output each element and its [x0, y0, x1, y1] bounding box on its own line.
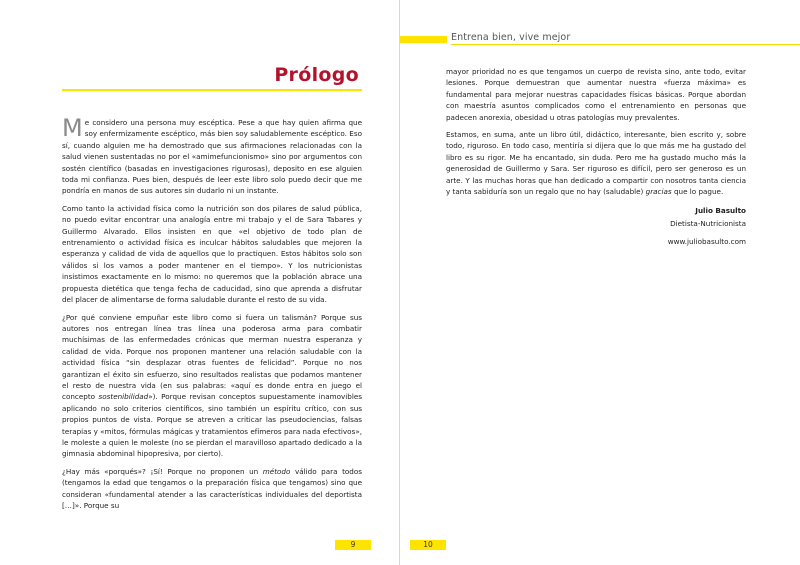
paragraph-1-text: e considero una persona muy escéptica. Pese a que hay quien afirma que soy enfermizamente escéptico, más bien soy saludablemente escéptico. Eso sí, cuando alguien me ha demostrado que sus afirmaciones relacionadas con la salud vienen sustentadas no por el «amimefuncionismo» sino por argumentos con sostén científico (basadas en investigaciones rigurosas), deposito en ese alguien toda mi confianza. Pues bien, después de leer este libro solo puedo decir que me pondría en manos de sus autores sin dudarlo ni un instante. — [62, 118, 362, 196]
author-role: Dietista-Nutricionista — [670, 218, 746, 228]
paragraph-6-text-a: Estamos, en suma, ante un libro útil, didáctico, interesante, bien escrito y, sobre todo, riguroso. En todo caso, mentiría si dijera que lo que más me ha gustado del libro es su rigor. Me ha encantado, sin duda. Pero me ha gustado mucho más la generosidad de Guillermo y Sara. Ser riguroso es difícil, pero ser generoso es un arte. Y las muchas horas que han dedicado a compartir con nosotros tanta ciencia y tanta sabiduría son un regalo que no hay (saludable) — [446, 130, 746, 197]
paragraph-3-emphasis: sostenibilidad — [98, 392, 149, 402]
title-underline — [62, 89, 362, 91]
paragraph-1 — [62, 114, 362, 197]
author-name: Julio Basulto — [695, 206, 746, 216]
right-page-body — [446, 66, 746, 249]
paragraph-4-text-b: válido para todos (tengamos la edad que tengamos o la preparación física que tengamos) sino que consideran «fundamental atender a las características individuales del deportista […]». Porque su — [62, 466, 362, 510]
header-rule — [451, 44, 800, 45]
paragraph-4 — [62, 466, 362, 512]
header-accent-bar — [400, 36, 447, 43]
paragraph-4-text-a: ¿Hay más «porqués»? ¡Sí! Porque no proponen un — [62, 466, 263, 476]
author-website: www.juliobasulto.com — [667, 237, 746, 247]
paragraph-3-text-a: ¿Por qué conviene empuñar este libro como si fuera un talismán? Porque sus autores nos entregan línea tras línea una poderosa arma para combatir muchísimas de las enfermedades crónicas que merman nuestra esperanza y calidad de vida. Porque nos proponen mantener una relación saludable con la actividad física “sin desplazar otras fuentes de felicidad”. Porque no nos garantizan el éxito sin esfuerzo, sino resultados realistas que podamos mantener el resto de nuestra vida (en sus palabras: «aquí es donde entra en juego el concepto — [62, 312, 362, 402]
paragraph-6-emphasis: gracias — [645, 187, 672, 197]
paragraph-6 — [446, 129, 746, 197]
page-number-right: 10 — [410, 540, 446, 550]
paragraph-5: mayor prioridad no es que tengamos un cuerpo de revista sino, ante todo, evitar lesiones. Porque demuestran que aumentar nuestra «fuerza máxima» es fundamental para mejorar nuestras capacidades físicas básicas. Porque abordan con maestría asuntos complicados como el entrenamiento en personas que padecen anorexia, obesidad u otras patologías muy prevalentes. — [446, 67, 746, 122]
running-header — [400, 32, 800, 46]
left-page-body — [62, 114, 362, 517]
paragraph-4-emphasis: método — [262, 466, 291, 476]
signature-block — [446, 205, 746, 249]
paragraph-3-text-b: »). Porque revisan conceptos supuestamente inamovibles aplicando no solo criterios científicos, sino también un espíritu crítico, con sus propios puntos de vista. Porque se atreven a criticar las pseudociencias, falsas terapias y «mitos, fórmulas mágicas y tratamientos efímeros para nada efectivos», le moleste a quien le moleste (no se pierdan el maravilloso apartado dedicado a la gimnasia abdominal hipopresiva, por cierto). — [62, 392, 362, 459]
paragraph-2: Como tanto la actividad física como la nutrición son dos pilares de salud pública, no puedo evitar encontrar una analogía entre mi trabajo y el de Sara Tabares y Guillermo Alvarado. Ellos insisten en que «el objetivo de todo plan de entrenamiento o actividad física es inculcar hábitos saludables que mejoren la esperanza y calidad de vida de aquellos que lo practiquen. Estos hábitos solo son válidos si los vamos a poder mantener en el tiempo». Y los nutricionistas insistimos exactamente en lo mismo: no queremos que la población abrace una propuesta dietética que tenga fecha de caducidad, sino que aprenda a disfrutar del placer de alimentarse de forma saludable durante el resto de su vida. — [62, 203, 362, 305]
paragraph-6-text-b: que lo pague. — [671, 187, 724, 197]
page-title: Prólogo — [274, 64, 359, 86]
page-number-left: 9 — [335, 540, 371, 550]
right-page — [400, 0, 800, 565]
dropcap-letter: M — [62, 114, 83, 142]
running-title: Entrena bien, vive mejor — [451, 32, 571, 43]
paragraph-3 — [62, 312, 362, 460]
